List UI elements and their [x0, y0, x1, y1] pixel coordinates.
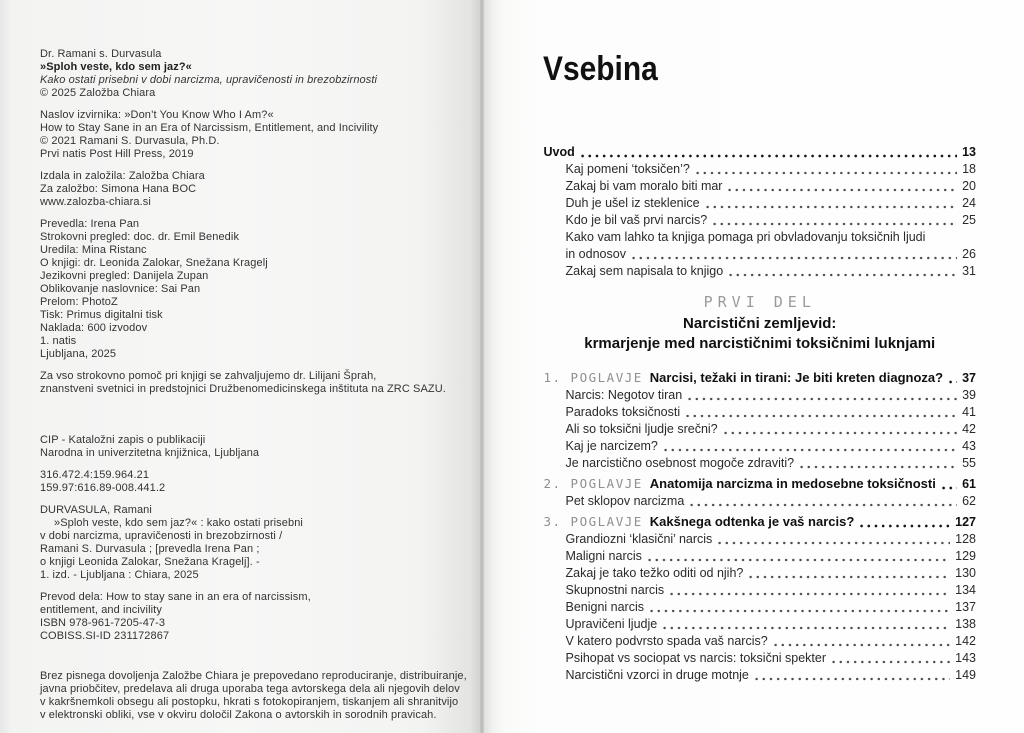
colophon-line: javna priobčitev, predelava ali druga uporaba tega avtorskega dela ali njegovih delov [40, 683, 460, 695]
toc-entry-label: Benigni narcis [565, 600, 644, 614]
dot-leader [830, 650, 950, 667]
toc-list [543, 144, 976, 684]
dot-leader [684, 404, 957, 421]
colophon-line: Za vso strokovno pomoč pri knjigi se zahvaljujemo dr. Lilijani Šprah, [40, 370, 377, 382]
toc-row [543, 633, 976, 650]
dot-leader [858, 513, 950, 531]
toc-row [543, 161, 976, 178]
toc-entry-label: Psihopat vs sociopat vs narcis: toksični spekter [565, 651, 827, 665]
toc-row [543, 599, 976, 616]
toc-row [543, 421, 976, 438]
toc-row [543, 582, 976, 599]
toc-entry-label: V katero podvrsto spada vaš narcis? [565, 634, 768, 648]
dot-leader [579, 144, 957, 161]
toc-entry-label: in odnosov [565, 247, 626, 261]
toc-row [543, 195, 976, 212]
colophon-line: Ljubljana, 2025 [40, 348, 117, 360]
toc-entry-label: Pet sklopov narcizma [565, 494, 685, 508]
toc-page-number: 138 [955, 617, 976, 631]
toc-page-number: 39 [962, 388, 976, 402]
colophon-block [40, 434, 470, 460]
toc-chapter-kicker: 2. POGLAVJE [543, 476, 643, 491]
dot-leader [694, 161, 957, 178]
toc-page-number: 37 [962, 371, 976, 385]
toc-chapter-kicker: 1. POGLAVJE [543, 370, 643, 385]
toc-entry-label: Ali so toksični ljudje srečni? [565, 422, 718, 436]
toc-entry-label: Zakaj je tako težko oditi od njih? [565, 566, 744, 580]
toc-row [543, 144, 976, 161]
dot-leader [648, 599, 950, 616]
toc-row [543, 531, 976, 548]
toc-entry-label: Narcisi, težaki in tirani: Je biti kreten diagnoza? [649, 370, 944, 385]
dot-leader [716, 531, 950, 548]
colophon-line: Narodna in univerzitetna knjižnica, Ljubljana [40, 447, 260, 459]
dot-leader [747, 565, 950, 582]
toc-row [543, 493, 976, 510]
colophon-line: znanstveni svetnici in predstojnici Družbenomedicinskega inštituta na ZRC SAZU. [40, 383, 446, 395]
dot-leader [772, 633, 950, 650]
dot-leader [726, 178, 957, 195]
dot-leader [798, 455, 957, 472]
toc-row [543, 404, 976, 421]
colophon-block [40, 170, 470, 209]
toc-page-number: 137 [955, 600, 976, 614]
toc-row [543, 667, 976, 684]
colophon-line: Prelom: PhotoZ [40, 296, 118, 308]
toc-page-number: 55 [962, 456, 976, 470]
dot-leader [686, 387, 957, 404]
toc-entry-label: Kaj pomeni ‘toksičen’? [565, 162, 690, 176]
colophon-line: Za založbo: Simona Hana BOC [40, 183, 197, 195]
toc-row [543, 565, 976, 582]
colophon-line: How to Stay Sane in an Era of Narcissism, Entitlement, and Incivility [40, 122, 379, 134]
dot-leader [704, 195, 958, 212]
colophon-line: Naslov izvirnika: »Don’t You Know Who I Am?« [40, 109, 274, 121]
colophon-line: Tisk: Primus digitalni tisk [40, 309, 163, 321]
toc-page-number: 130 [955, 566, 976, 580]
colophon-line: »Sploh veste, kdo sem jaz?« : kako ostati prisebni [54, 517, 303, 529]
toc-entry-label: Kakšnega odtenka je vaš narcis? [649, 514, 855, 529]
colophon-line: O knjigi: dr. Leonida Zalokar, Snežana Kragelj [40, 257, 268, 269]
toc-part-title-line: Narcistični zemljevid: [683, 315, 837, 332]
colophon-line: CIP - Kataložni zapis o publikaciji [40, 434, 206, 446]
colophon-line: Prvi natis Post Hill Press, 2019 [40, 148, 194, 160]
toc-entry-label: Anatomija narcizma in medosebne toksičnosti [649, 476, 936, 491]
dot-leader [688, 493, 957, 510]
colophon-line: © 2025 Založba Chiara [40, 87, 156, 99]
toc-row [543, 246, 976, 263]
toc-entry-label: Maligni narcis [565, 549, 642, 563]
colophon-line: 159.97:616.89-008.441.2 [40, 482, 166, 494]
toc-row [543, 455, 976, 472]
colophon-line: www.zalozba-chiara.si [40, 196, 151, 208]
toc-entry-label: Je narcistično osebnost mogoče zdraviti? [565, 456, 795, 470]
toc-entry-label: Upravičeni ljudje [565, 617, 658, 631]
colophon-line: Oblikovanje naslovnice: Sai Pan [40, 283, 201, 295]
colophon-block [40, 469, 470, 495]
toc-page-number: 43 [962, 439, 976, 453]
colophon-line: Kako ostati prisebni v dobi narcizma, upravičenosti in brezobzirnosti [40, 74, 378, 86]
toc-page-number: 128 [955, 532, 976, 546]
toc-row [543, 548, 976, 565]
toc-part-kicker: PRVI DEL [703, 293, 816, 311]
toc-page-number: 143 [955, 651, 976, 665]
colophon-page [0, 0, 480, 733]
toc-chapter-row [543, 513, 976, 531]
toc-entry-label: Zakaj sem napisala to knjigo [565, 264, 724, 278]
colophon-line: Izdala in založila: Založba Chiara [40, 170, 205, 182]
toc-page-number: 18 [962, 162, 976, 176]
toc-page-number: 41 [962, 405, 976, 419]
colophon-line: v dobi narcizma, upravičenosti in brezobzirnosti / [40, 530, 283, 542]
colophon-line: Jezikovni pregled: Danijela Zupan [40, 270, 209, 282]
dot-leader [711, 212, 957, 229]
toc-page-number: 20 [962, 179, 976, 193]
toc-page-number: 13 [962, 145, 976, 159]
toc-page-number: 134 [955, 583, 976, 597]
colophon-line: © 2021 Ramani S. Durvasula, Ph.D. [40, 135, 220, 147]
colophon-line: Naklada: 600 izvodov [40, 322, 148, 334]
colophon-line: Strokovni pregled: doc. dr. Emil Benedik [40, 231, 240, 243]
colophon [40, 48, 470, 722]
dot-leader [940, 475, 957, 493]
toc-page-number: 31 [962, 264, 976, 278]
colophon-line: v kakršnemkoli obsegu ali postopku, hkrati s fotokopiranjem, tiskanjem ali shranitvijo [40, 696, 459, 708]
toc-chapter-kicker: 3. POGLAVJE [543, 514, 643, 529]
toc-page-number: 42 [962, 422, 976, 436]
toc-page-number: 142 [955, 634, 976, 648]
colophon-block [40, 504, 470, 582]
toc-page-number: 24 [962, 196, 976, 210]
toc-row [543, 212, 976, 229]
toc-chapter-row [543, 369, 976, 387]
toc-page-number: 127 [955, 515, 976, 529]
toc-chapter-row [543, 475, 976, 493]
colophon-line: Brez pisnega dovoljenja Založbe Chiara je prepovedano reproduciranje, distribuiranje, [40, 670, 467, 682]
colophon-line: 316.472.4:159.964.21 [40, 469, 150, 481]
toc-entry-label: Paradoks toksičnosti [565, 405, 681, 419]
colophon-block [40, 591, 470, 643]
colophon-line: Uredila: Mina Ristanc [40, 244, 147, 256]
toc-entry-label: Kdo je bil vaš prvi narcis? [565, 213, 708, 227]
toc-page-number: 61 [962, 477, 976, 491]
toc-entry-label: Duh je ušel iz steklenice [565, 196, 700, 210]
toc-entry-label: Skupnostni narcis [565, 583, 665, 597]
dot-leader [646, 548, 950, 565]
toc-page-number: 129 [955, 549, 976, 563]
toc-entry-label: Zakaj bi vam moralo biti mar [565, 179, 723, 193]
dot-leader [727, 263, 957, 280]
toc-entry-label: Kaj je narcizem? [565, 439, 658, 453]
colophon-line: Prevedla: Irena Pan [40, 218, 140, 230]
colophon-block [40, 218, 470, 361]
dot-leader [662, 438, 957, 455]
toc-row [543, 229, 976, 246]
toc-entry-label: Uvod [543, 145, 575, 159]
colophon-block [40, 48, 470, 100]
colophon-line: COBISS.SI-ID 231172867 [40, 630, 170, 642]
colophon-block [40, 109, 470, 161]
toc-row [543, 616, 976, 633]
toc-part-title-line: krmarjenje med narcističnimi toksičnimi luknjami [584, 335, 936, 352]
dot-leader [722, 421, 957, 438]
toc-page-number: 149 [955, 668, 976, 682]
toc-row [543, 387, 976, 404]
colophon-line: 1. natis [40, 335, 77, 347]
colophon-line: v elektronski obliki, vse v okviru določil Zakona o avtorskih in sorodnih pravicah. [40, 709, 437, 721]
toc-entry-label: Narcistični vzorci in druge motnje [565, 668, 749, 682]
colophon-line: DURVASULA, Ramani [40, 504, 152, 516]
toc-page-number: 25 [962, 213, 976, 227]
colophon-block [40, 670, 470, 722]
dot-leader [630, 246, 957, 263]
colophon-line: Prevod dela: How to stay sane in an era of narcissism, [40, 591, 311, 603]
colophon-block [40, 370, 470, 396]
colophon-line: 1. izd. - Ljubljana : Chiara, 2025 [40, 569, 199, 581]
dot-leader [661, 616, 950, 633]
toc-part-heading [543, 293, 976, 354]
toc-entry-label: Narcis: Negotov tiran [565, 388, 683, 402]
dot-leader [753, 667, 950, 684]
toc-entry-label: Kako vam lahko ta knjiga pomaga pri obvladovanju toksičnih ljudi [565, 230, 926, 244]
toc-row [543, 438, 976, 455]
toc-page-number: 62 [962, 494, 976, 508]
toc-row [543, 263, 976, 280]
colophon-line: »Sploh veste, kdo sem jaz?« [40, 61, 192, 73]
toc-row [543, 650, 976, 667]
book-spine-shadow [480, 0, 487, 733]
colophon-line: Dr. Ramani s. Durvasula [40, 48, 162, 60]
toc-page-number: 26 [962, 247, 976, 261]
toc-page [486, 0, 1024, 733]
colophon-line: Ramani S. Durvasula ; [prevedla Irena Pan ; [40, 543, 260, 555]
toc-entry-label: Grandiozni ‘klasični’ narcis [565, 532, 713, 546]
dot-leader [668, 582, 950, 599]
colophon-line: o knjigi Leonida Zalokar, Snežana Kragelj]. - [40, 556, 260, 568]
colophon-line: ISBN 978-961-7205-47-3 [40, 617, 166, 629]
toc-row [543, 178, 976, 195]
page-title: Vsebina [543, 50, 659, 88]
dot-leader [947, 369, 957, 387]
colophon-line: entitlement, and incivility [40, 604, 162, 616]
